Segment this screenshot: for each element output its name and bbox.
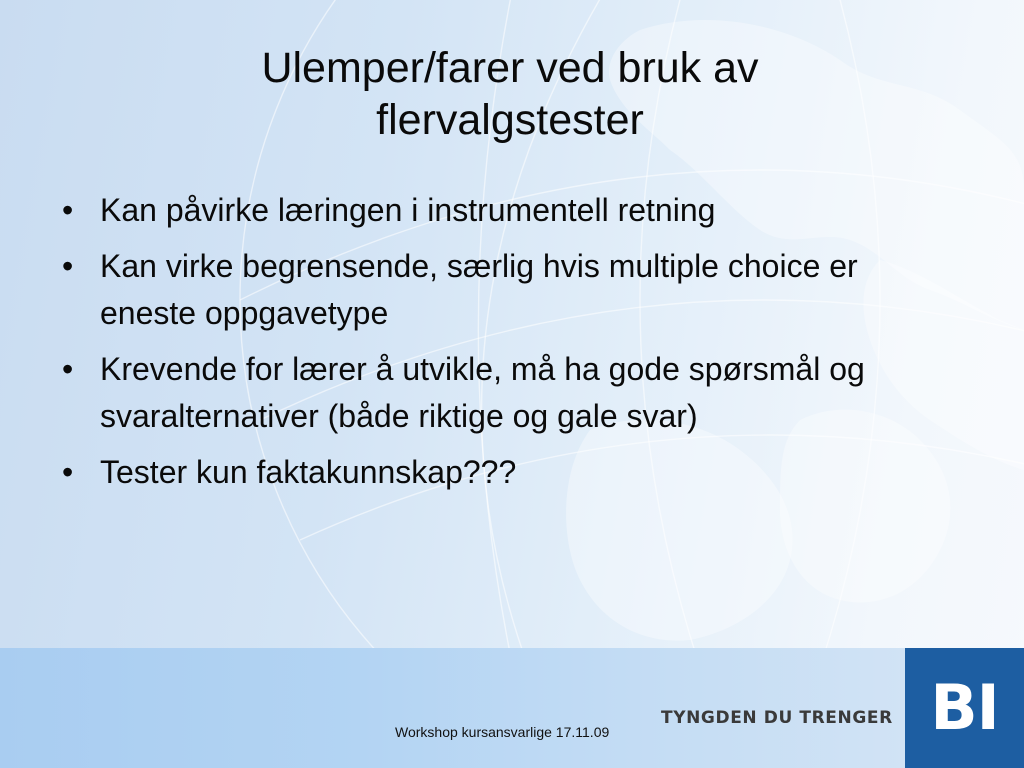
brand-tagline: TYNGDEN DU TRENGER	[661, 708, 893, 728]
bullet-text: Kan påvirke læringen i instrumentell retning	[100, 192, 716, 228]
bi-logo-text: BI	[930, 671, 999, 744]
bi-logo	[905, 648, 1024, 768]
bullet-text: Kan virke begrensende, særlig hvis multiple choice er eneste oppgavetype	[100, 248, 858, 331]
bullet-list	[58, 187, 888, 505]
bullet-marker: •	[62, 192, 74, 228]
bullet-item	[58, 346, 888, 440]
bullet-item	[58, 449, 888, 496]
bullet-marker: •	[62, 248, 74, 284]
bullet-item	[58, 187, 888, 234]
slide-title: Ulemper/farer ved bruk av flervalgstester	[261, 44, 759, 144]
bullet-marker: •	[62, 351, 74, 387]
bullet-item	[58, 243, 888, 337]
bullet-text: Krevende for lærer å utvikle, må ha gode spørsmål og svaralternativer (både riktige og gale svar)	[100, 351, 865, 434]
footer-text: Workshop kursansvarlige 17.11.09	[395, 724, 610, 740]
bullet-text: Tester kun faktakunnskap???	[100, 454, 517, 490]
bullet-marker: •	[62, 454, 74, 490]
